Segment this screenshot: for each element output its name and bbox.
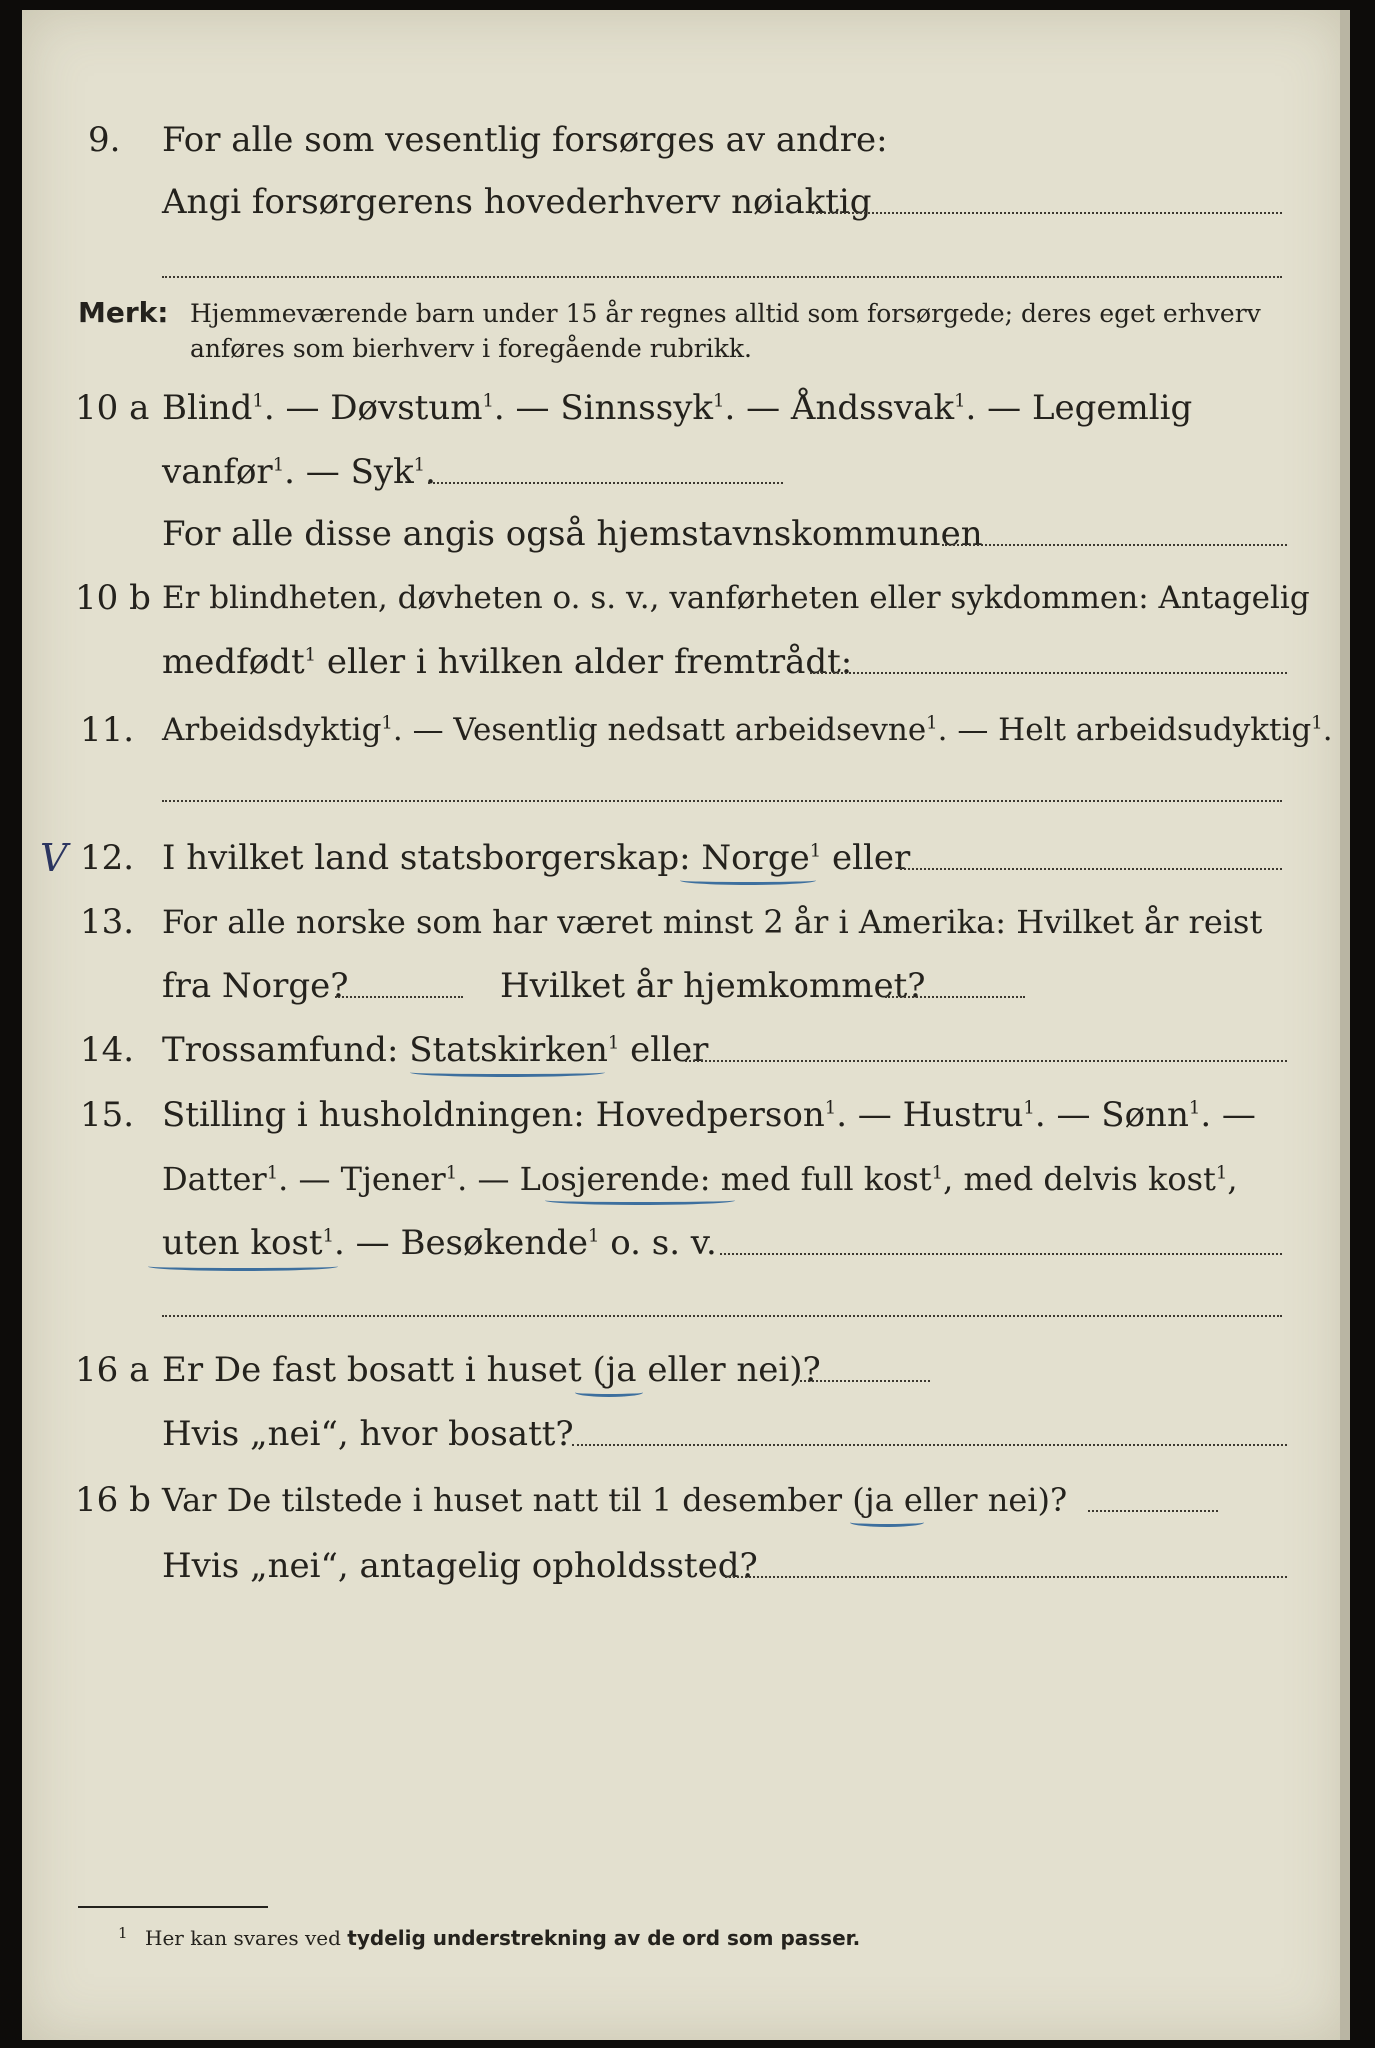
answer-statskirken[interactable]: Statskirken bbox=[409, 1030, 608, 1070]
question-15-line1: Stilling i husholdningen: Hovedperson$^1$. — Hustru$^1$. — Sønn$^1$. — bbox=[162, 1095, 1256, 1135]
answer-uten-kost[interactable]: uten kost bbox=[162, 1223, 323, 1263]
answer-line[interactable] bbox=[162, 276, 1282, 278]
option-dovstum[interactable]: . — Døvstum bbox=[263, 388, 483, 428]
option-medfodt[interactable]: medfødt bbox=[162, 642, 305, 682]
question-15-line2: Datter$^1$. — Tjener$^1$. — Losjerende: med full kost$^1$, med delvis kost$^1$, bbox=[162, 1160, 1238, 1198]
check-mark: V bbox=[40, 836, 68, 880]
question-11-line: Arbeidsdyktig$^1$. — Vesentlig nedsatt arbeidsevne$^1$. — Helt arbeidsudyktig$^1$. bbox=[162, 712, 1333, 748]
option-delvis-kost[interactable]: , med delvis kost bbox=[943, 1160, 1216, 1198]
question-12-line: I hvilket land statsborgerskap: Norge$^1$ eller bbox=[162, 838, 911, 878]
option-tjener[interactable]: . — Tjener bbox=[278, 1160, 446, 1198]
question-10b-number: 10 b bbox=[75, 578, 151, 618]
answer-line[interactable] bbox=[725, 1576, 1287, 1578]
option-arbeidsdyktig[interactable]: Arbeidsdyktig bbox=[162, 712, 382, 748]
answer-line[interactable] bbox=[800, 1380, 930, 1382]
answer-line[interactable] bbox=[900, 868, 1282, 870]
question-13-line2a: fra Norge? bbox=[162, 966, 349, 1006]
question-10b-line1: Er blindheten, døvheten o. s. v., vanførheten eller sykdommen: Antagelig bbox=[162, 580, 1310, 616]
option-hustru[interactable]: . — Hustru bbox=[836, 1095, 1024, 1135]
question-10a-number: 10 a bbox=[75, 388, 150, 428]
option-hovedperson[interactable]: Stilling i husholdningen: Hovedperson bbox=[162, 1095, 825, 1135]
answer-line[interactable] bbox=[810, 672, 1287, 674]
underline-statskirken bbox=[410, 1068, 605, 1077]
option-nedsatt[interactable]: . — Vesentlig nedsatt arbeidsevne bbox=[392, 712, 927, 748]
question-16a-line2: Hvis „nei“, hvor bosatt? bbox=[162, 1414, 574, 1454]
underline-uten-kost bbox=[148, 1262, 338, 1271]
option-losjerende[interactable]: . — Losjerende: med full kost bbox=[457, 1160, 932, 1198]
option-sinnssyk[interactable]: . — Sinnssyk bbox=[493, 388, 714, 428]
question-16b-number: 16 b bbox=[75, 1480, 151, 1520]
question-16a-line1: Er De fast bosatt i huset (ja eller nei)? bbox=[162, 1350, 821, 1390]
note-label: Merk: bbox=[78, 296, 169, 329]
option-syk[interactable]: . — Syk bbox=[284, 452, 414, 492]
answer-norge[interactable]: Norge bbox=[701, 838, 810, 878]
question-14-number: 14. bbox=[80, 1030, 135, 1070]
option-andssvak[interactable]: . — Åndssvak bbox=[724, 388, 955, 428]
question-13-line1: For alle norske som har været minst 2 år i Amerika: Hvilket år reist bbox=[162, 903, 1263, 941]
question-10b-line2: medfødt$^1$ eller i hvilken alder fremtrådt: bbox=[162, 642, 853, 682]
note-line2: anføres som bierhverv i foregående rubrikk. bbox=[190, 334, 752, 363]
answer-line[interactable] bbox=[335, 996, 463, 998]
answer-line[interactable] bbox=[162, 800, 1282, 802]
answer-line[interactable] bbox=[812, 212, 1282, 214]
option-datter[interactable]: Datter bbox=[162, 1160, 267, 1198]
footnote-mark: 1 bbox=[118, 1924, 128, 1942]
question-15-number: 15. bbox=[80, 1095, 135, 1135]
question-16b-line1: Var De tilstede i huset natt til 1 desember (ja eller nei)? bbox=[162, 1481, 1068, 1519]
underline-ja bbox=[575, 1388, 643, 1397]
option-blind[interactable]: Blind bbox=[162, 388, 253, 428]
option-besokende[interactable]: . — Besøkende bbox=[334, 1223, 588, 1263]
question-15-line3: uten kost$^1$. — Besøkende$^1$ o. s. v. bbox=[162, 1223, 717, 1263]
question-16a-number: 16 a bbox=[75, 1350, 150, 1390]
question-16b-line2: Hvis „nei“, antagelig opholdssted? bbox=[162, 1546, 758, 1586]
footnote-text: Her kan svares ved tydelig understrekning av de ord som passer. bbox=[145, 1926, 861, 1950]
question-9-line2: Angi forsørgerens hovederhverv nøiaktig bbox=[162, 182, 872, 222]
option-udyktig[interactable]: . — Helt arbeidsudyktig bbox=[937, 712, 1312, 748]
question-10a-line3: For alle disse angis også hjemstavnskommunen bbox=[162, 514, 983, 554]
page-edge bbox=[1340, 10, 1350, 2040]
footnote-rule bbox=[78, 1906, 268, 1908]
answer-line[interactable] bbox=[162, 1315, 1282, 1317]
answer-line[interactable] bbox=[885, 996, 1025, 998]
option-sonn[interactable]: . — Sønn bbox=[1034, 1095, 1189, 1135]
question-13-line2b: Hvilket år hjemkommet? bbox=[500, 966, 926, 1006]
question-9-number: 9. bbox=[88, 120, 121, 160]
answer-line[interactable] bbox=[942, 544, 1287, 546]
question-10a-line2: vanfør$^1$. — Syk$^1$. bbox=[162, 452, 436, 492]
answer-line[interactable] bbox=[720, 1253, 1282, 1255]
question-11-number: 11. bbox=[80, 710, 135, 750]
answer-line[interactable] bbox=[572, 1444, 1287, 1446]
underline-ja bbox=[850, 1518, 924, 1527]
question-14-line: Trossamfund: Statskirken$^1$ eller bbox=[162, 1030, 709, 1070]
answer-line[interactable] bbox=[428, 482, 783, 484]
option-vanfor[interactable]: vanfør bbox=[162, 452, 273, 492]
question-13-number: 13. bbox=[80, 902, 135, 942]
option-legemlig[interactable]: . — Legemlig bbox=[965, 388, 1193, 428]
underline-losjerende bbox=[545, 1196, 735, 1205]
note-line1: Hjemmeværende barn under 15 år regnes alltid som forsørgede; deres eget erhverv bbox=[190, 299, 1261, 328]
underline-norge bbox=[680, 876, 816, 885]
answer-line[interactable] bbox=[685, 1060, 1287, 1062]
question-9-line1: For alle som vesentlig forsørges av andre: bbox=[162, 120, 888, 160]
question-12-number: 12. bbox=[80, 838, 135, 878]
question-10a-line1: Blind$^1$. — Døvstum$^1$. — Sinnssyk$^1$. — Åndssvak$^1$. — Legemlig bbox=[162, 388, 1193, 428]
answer-line[interactable] bbox=[1088, 1510, 1218, 1512]
